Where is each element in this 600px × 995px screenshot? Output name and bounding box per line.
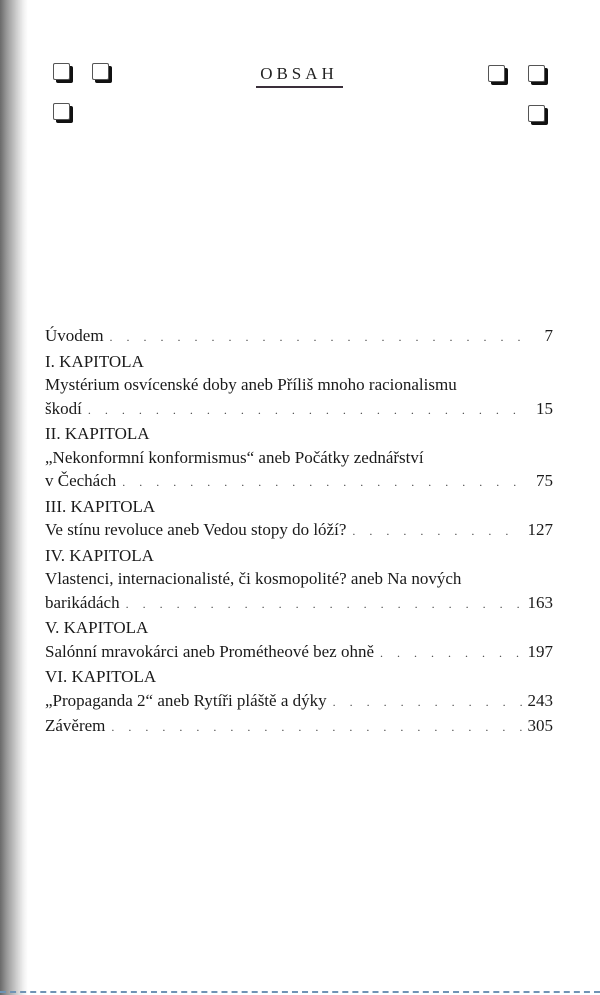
- toc-entry-chapter-5[interactable]: [45, 640, 553, 666]
- toc-entry-chapter-1[interactable]: [45, 397, 553, 423]
- toc-entry-chapter-2[interactable]: [45, 469, 553, 495]
- toc-entry-title: v Čechách: [45, 471, 117, 490]
- square-with-shadow-icon: [53, 63, 70, 80]
- dot-leader: [380, 640, 521, 666]
- dot-leader: [122, 469, 525, 495]
- page-title: OBSAH: [260, 64, 338, 83]
- toc-entry-title-line1: „Nekonformní konformismus“ aneb Počátky zednářství: [45, 447, 424, 467]
- toc-entry-title: „Propaganda 2“ aneb Rytíři pláště a dýky: [45, 690, 327, 710]
- square-with-shadow-icon: [488, 65, 505, 82]
- dot-leader: [352, 518, 521, 544]
- square-with-shadow-icon: [92, 63, 109, 80]
- table-of-contents: [45, 324, 553, 740]
- toc-entry-title: Úvodem: [45, 326, 104, 345]
- toc-page-number: 243: [527, 690, 553, 710]
- toc-entry-chapter-6[interactable]: [45, 689, 553, 715]
- square-with-shadow-icon: [528, 65, 545, 82]
- toc-entry-zaverem[interactable]: [45, 714, 553, 740]
- toc-page-number: 127: [527, 520, 553, 539]
- scan-edge-dashed-line: [0, 991, 600, 993]
- toc-entry-title-line1: Mystérium osvícenské doby aneb Příliš mnoho racionalismu: [45, 375, 457, 394]
- toc-entry-chapter-3[interactable]: [45, 518, 553, 544]
- toc-entry-title-line1: Vlastenci, internacionalisté, či kosmopolité? aneb Na nových: [45, 569, 462, 588]
- chapter-heading: III. KAPITOLA: [45, 496, 156, 516]
- toc-page-number: 305: [527, 716, 553, 735]
- dot-leader: [111, 714, 521, 740]
- chapter-heading: II. KAPITOLA: [45, 424, 150, 443]
- toc-entry-title: barikádách: [45, 592, 120, 612]
- dot-leader: [88, 397, 525, 423]
- toc-page-number: 7: [544, 326, 553, 345]
- toc-entry-uvodem[interactable]: [45, 324, 553, 350]
- chapter-heading: VI. KAPITOLA: [45, 667, 157, 686]
- chapter-heading: I. KAPITOLA: [45, 351, 144, 371]
- toc-page-number: 75: [536, 471, 553, 490]
- toc-entry-chapter-4[interactable]: [45, 591, 553, 617]
- square-with-shadow-icon: [53, 103, 70, 120]
- toc-entry-title: Salónní mravokárci aneb Prométheové bez ohně: [45, 641, 375, 661]
- dot-leader: [126, 591, 522, 617]
- toc-page-number: 15: [536, 398, 553, 418]
- square-with-shadow-icon: [528, 105, 545, 122]
- chapter-heading: V. KAPITOLA: [45, 618, 149, 637]
- dot-leader: [333, 689, 522, 715]
- toc-entry-title: Závěrem: [45, 716, 106, 735]
- toc-entry-title: škodí: [45, 398, 82, 418]
- spine-shadow: [0, 0, 28, 995]
- toc-entry-title: Ve stínu revoluce aneb Vedou stopy do lóží?: [45, 520, 347, 539]
- toc-page-number: 197: [527, 641, 553, 661]
- title-underline: [256, 86, 343, 88]
- dot-leader: [110, 324, 525, 350]
- chapter-heading: IV. KAPITOLA: [45, 545, 154, 565]
- toc-page-number: 163: [527, 592, 553, 612]
